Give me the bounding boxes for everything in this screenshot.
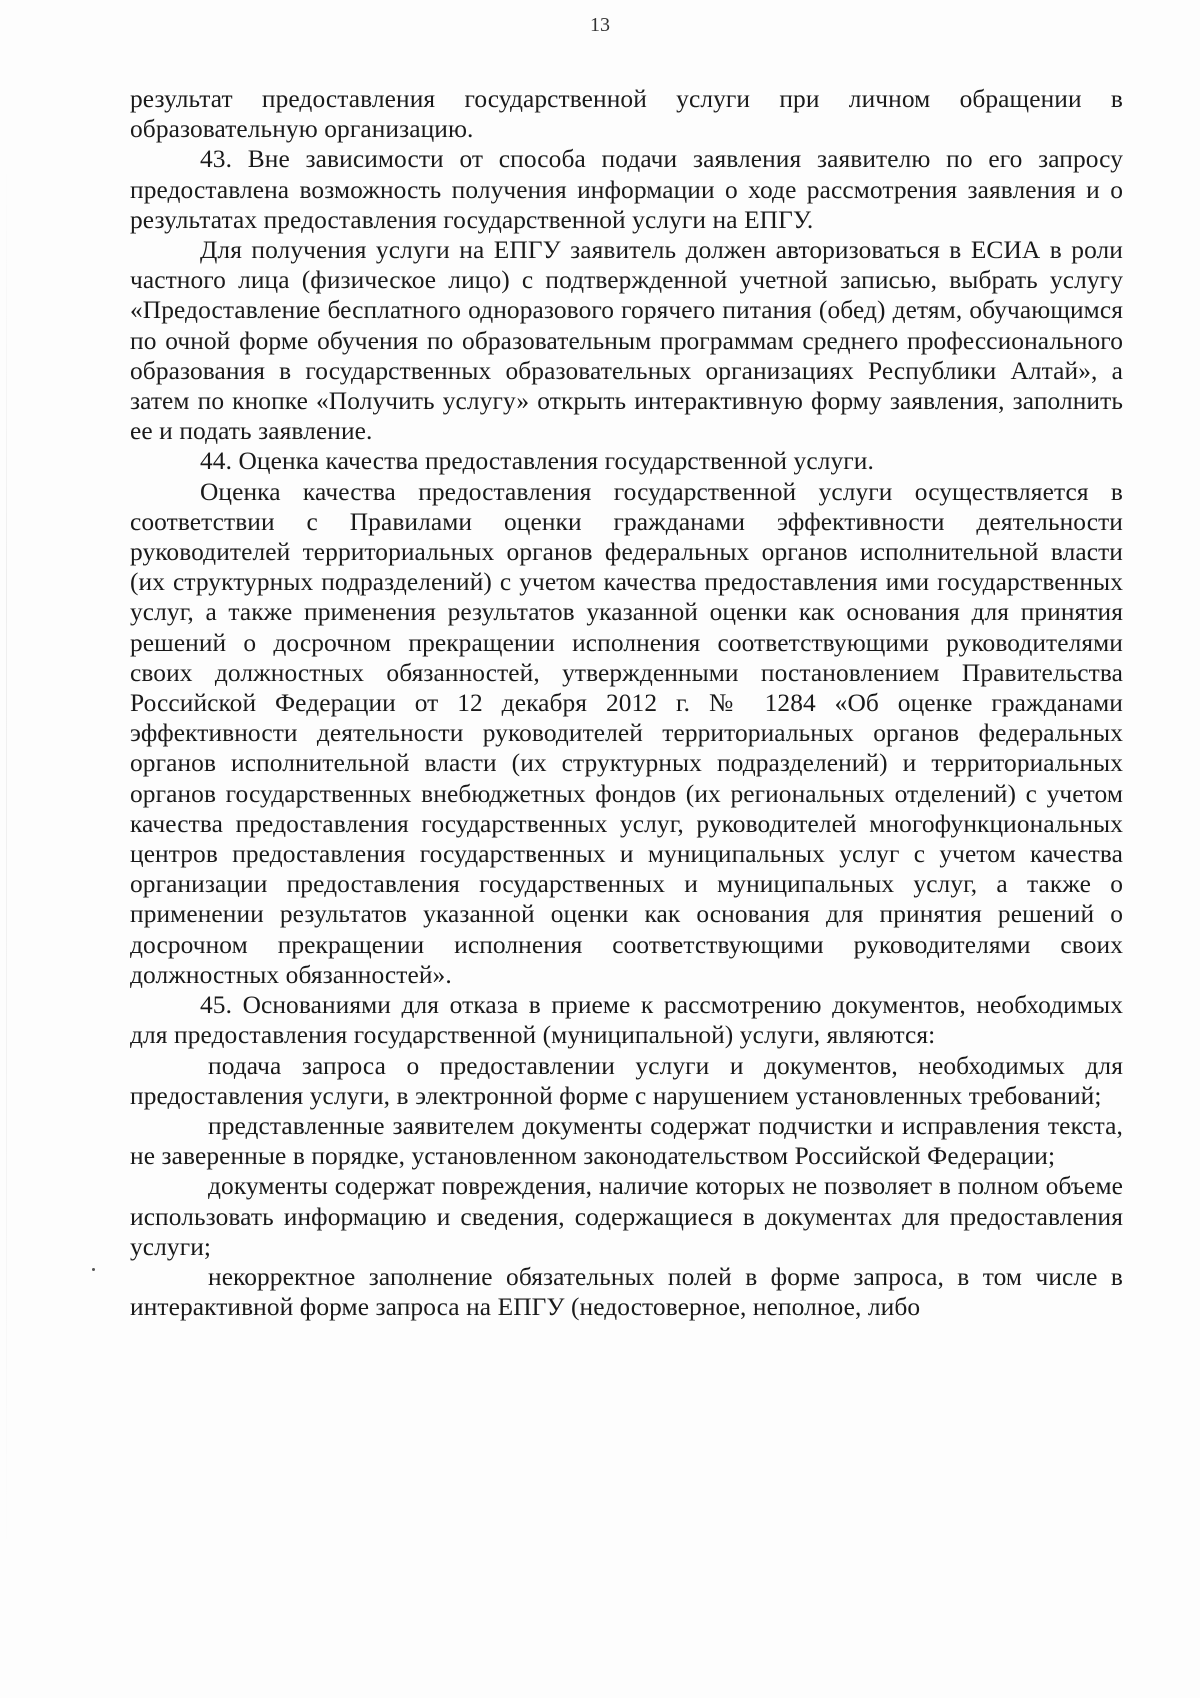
list-item-electronic-violation: подача запроса о предоставлении услуги и документов, необходимых для предоставления услуги, в электронной форме с нарушением установленных требований; (130, 1051, 1123, 1110)
paragraph-result-continuation: результат предоставления государственной услуги при личном обращении в образовательную организацию. (130, 85, 1123, 144)
page-number: 13 (590, 14, 610, 36)
paragraph-epgu-authorization: Для получения услуги на ЕПГУ заявитель должен авторизоваться в ЕСИА в роли частного лица (физическое лицо) с подтвержденной учетной записью, выбрать услугу «Предоставление бесплатного одноразового горячего питания (обед) детям, обучающимся по очной форме обучения по образовательным программам среднего профессионального образования в государственных образовательных организациях Республики Алтай», а затем по кнопке «Получить услугу» открыть интерактивную форму заявления, заполнить ее и подать заявление. (130, 236, 1123, 446)
paragraph-43: 43. Вне зависимости от способа подачи заявления заявителю по его запросу предоставлена возможность получения информации о ходе рассмотрения заявления и о результатах предоставления государственной услуги на ЕПГУ. (130, 145, 1123, 234)
paragraph-45: 45. Основаниями для отказа в приеме к рассмотрению документов, необходимых для предоставления государственной (муниципальной) услуги, являются: (130, 991, 1123, 1050)
list-item-damaged-documents: документы содержат повреждения, наличие которых не позволяет в полном объеме использовать информацию и сведения, содержащиеся в документах для предоставления услуги; (130, 1172, 1123, 1261)
list-item-erasures: представленные заявителем документы содержат подчистки и исправления текста, не заверенные в порядке, установленном законодательством Российской Федерации; (130, 1111, 1123, 1171)
scan-edge-shadow (6, 160, 7, 1560)
list-item-incorrect-fields: некорректное заполнение обязательных полей в форме запроса, в том числе в интерактивной форме запроса на ЕПГУ (недостоверное, неполное, либо (130, 1262, 1123, 1322)
paragraph-quality-assessment: Оценка качества предоставления государственной услуги осуществляется в соответствии с Правилами оценки гражданами эффективности деятельности руководителей территориальных органов федеральных органов исполнительной власти (их структурных подразделений) с учетом качества предоставления ими государственных услуг, а также применения результатов указанной оценки как основания для принятия решений о досрочном прекращении исполнения соответствующими руководителями своих должностных обязанностей, утвержденными постановлением Правительства Российской Федерации от 12 декабря 2012 г. № 1284 «Об оценке гражданами эффективности деятельности руководителей территориальных органов федеральных органов исполнительной власти (их структурных подразделений) и территориальных органов государственных внебюджетных фондов (их региональных отделений) с учетом качества предоставления государственных услуг, руководителей многофункциональных центров предоставления государственных и муниципальных услуг с учетом качества организации предоставления государственных и муниципальных услуг, а также о применении результатов указанной оценки как основания для принятия решений о досрочном прекращении исполнения соответствующими руководителями своих должностных обязанностей». (130, 477, 1123, 989)
scan-speck (92, 1268, 95, 1271)
document-body (130, 84, 1123, 1322)
paragraph-44: 44. Оценка качества предоставления государственной услуги. (200, 447, 874, 476)
